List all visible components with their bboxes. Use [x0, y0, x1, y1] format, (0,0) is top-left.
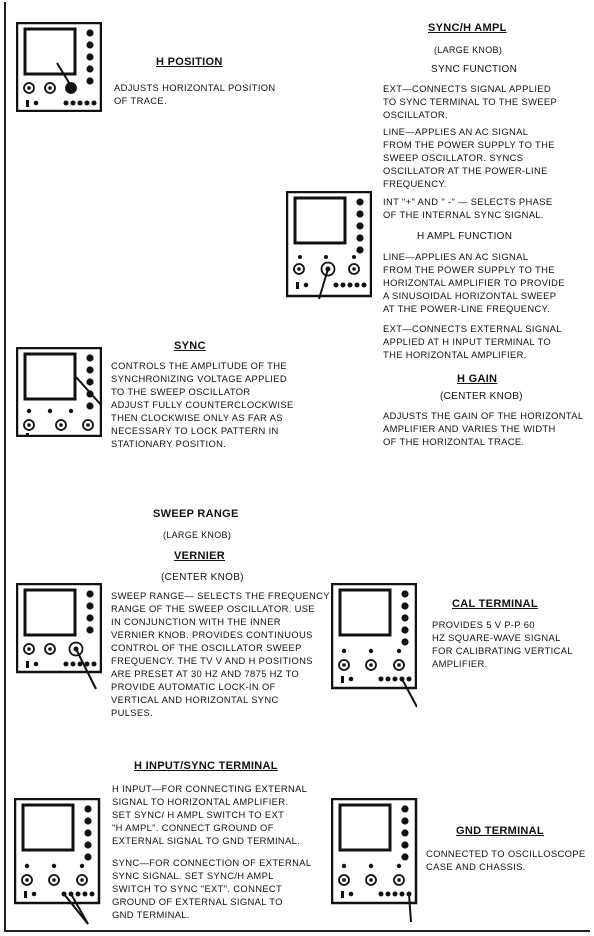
h-input-description: H INPUT—FOR CONNECTING EXTERNAL SIGNAL TO HORIZONTAL AMPLIFIER. SET SYNC/ H AMPL SWITCH TO EXT "H AMPL". CONNECT GROUND OF EXTERNAL SIGNAL TO GND TERMINAL.	[112, 783, 308, 846]
oscilloscope-icon-cal-terminal	[331, 583, 417, 709]
sync-terminal-description: SYNC—FOR CONNECTION OF EXTERNAL SYNC SIGNAL. SET SYNC/H AMPL SWITCH TO SYNC "EXT". CONNECT GROUND OF EXTERNAL SIGNAL TO GND TERMINAL.	[112, 857, 312, 920]
cal-terminal-description: PROVIDES 5 V P-P 60 HZ SQUARE-WAVE SIGNAL FOR CALIBRATING VERTICAL AMPLIFIER.	[432, 619, 573, 669]
oscilloscope-icon-sync	[16, 347, 102, 437]
gnd-terminal-description: CONNECTED TO OSCILLOSCOPE CASE AND CHASSIS.	[426, 848, 586, 872]
sync-function-title: SYNC FUNCTION	[431, 64, 518, 75]
h-input-sync-terminal-title: H INPUT/SYNC TERMINAL	[134, 760, 278, 772]
oscilloscope-icon-sync-h-ampl	[286, 191, 372, 301]
oscilloscope-sweep-range-drawing	[16, 583, 102, 691]
h-gain-knob: (CENTER KNOB)	[440, 391, 523, 402]
oscilloscope-gnd-terminal-drawing	[331, 798, 423, 924]
oscilloscope-icon-h-input	[14, 798, 106, 928]
sync-int-description: INT "+" AND " -" — SELECTS PHASE OF THE INTERNAL SYNC SIGNAL.	[383, 196, 553, 220]
oscilloscope-h-input-drawing	[14, 798, 106, 928]
h-gain-description: ADJUSTS THE GAIN OF THE HORIZONTAL AMPLIFIER AND VARIES THE WIDTH OF THE HORIZONTAL TRACE.	[383, 410, 584, 447]
h-ampl-function-title: H AMPL FUNCTION	[417, 231, 513, 242]
vernier-title: VERNIER	[174, 550, 225, 562]
sync-h-ampl-knob: (LARGE KNOB)	[434, 45, 503, 55]
oscilloscope-sync-h-ampl-drawing	[286, 191, 372, 301]
h-gain-title: H GAIN	[457, 373, 498, 385]
sync-title: SYNC	[174, 340, 206, 352]
cal-terminal-title: CAL TERMINAL	[452, 598, 538, 610]
vernier-knob: (CENTER KNOB)	[161, 572, 244, 583]
h-ampl-ext-description: EXT—CONNECTS EXTERNAL SIGNAL APPLIED AT H INPUT TERMINAL TO THE HORIZONTAL AMPLIFIER.	[383, 323, 562, 360]
sweep-range-description: SWEEP RANGE— SELECTS THE FREQUENCY RANGE OF THE SWEEP OSCILLATOR. USE IN CONJUNCTION WITH THE INNER VERNIER KNOB. PROVIDES CONTINUOUS CONTROL OF THE OSCILLATOR SWEEP FREQUENCY. THE TV V AND H POSITIONS ARE PRESET AT 30 HZ AND 7875 HZ TO PROVIDE AUTOMATIC LOCK-IN OF VERTICAL AND HORIZONTAL SYNC PULSES.	[111, 590, 330, 718]
oscilloscope-sync-drawing	[16, 347, 102, 437]
sync-line-description: LINE—APPLIES AN AC SIGNAL FROM THE POWER SUPPLY TO THE SWEEP OSCILLATOR. SYNCS OSCILLATOR AT THE POWER-LINE FREQUENCY.	[383, 126, 555, 189]
sweep-range-title: SWEEP RANGE	[153, 508, 239, 520]
h-position-description: ADJUSTS HORIZONTAL POSITION OF TRACE.	[114, 82, 276, 106]
gnd-terminal-title: GND TERMINAL	[456, 825, 544, 837]
h-ampl-line-description: LINE—APPLIES AN AC SIGNAL FROM THE POWER SUPPLY TO THE HORIZONTAL AMPLIFIER TO PROVIDE A SINUSOIDAL HORIZONTAL SWEEP AT THE POWER-LINE FREQUENCY.	[383, 251, 565, 314]
sync-h-ampl-title: SYNC/H AMPL	[428, 22, 507, 34]
oscilloscope-icon-gnd-terminal	[331, 798, 423, 924]
oscilloscope-icon-h-position	[16, 22, 102, 112]
oscilloscope-icon-sweep-range	[16, 583, 102, 691]
sync-ext-description: EXT—CONNECTS SIGNAL APPLIED TO SYNC TERMINAL TO THE SWEEP OSCILLATOR.	[383, 83, 558, 120]
sync-description: CONTROLS THE AMPLITUDE OF THE SYNCHRONIZING VOLTAGE APPLIED TO THE SWEEP OSCILLATOR ADJUST FULLY COUNTERCLOCKWISE THEN CLOCKWISE ONLY AS FAR AS NECESSARY TO LOCK PATTERN IN STATIONARY POSITION.	[111, 360, 294, 449]
h-position-title: H POSITION	[156, 56, 223, 68]
sweep-range-knob: (LARGE KNOB)	[163, 530, 232, 540]
oscilloscope-cal-terminal-drawing	[331, 583, 417, 709]
oscilloscope-h-position-drawing	[16, 22, 102, 112]
